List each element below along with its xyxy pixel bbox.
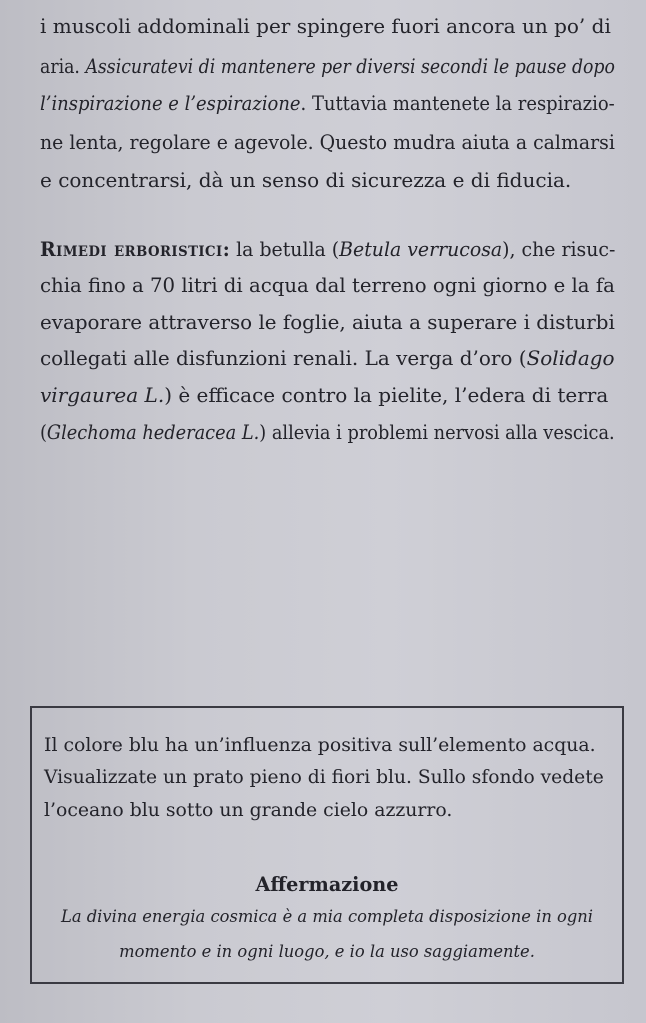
text-line — [40, 130, 615, 154]
text-line — [40, 168, 615, 192]
text-line — [40, 273, 615, 297]
text-line — [40, 237, 616, 261]
text-span: e concentrarsi, dà un senso di sicurezza e di fiducia. — [40, 168, 572, 192]
text-line — [40, 383, 615, 407]
text-span: evaporare attraverso le foglie, aiuta a superare i disturbi — [40, 310, 615, 334]
text-line — [40, 310, 615, 334]
text-line — [40, 91, 615, 115]
text-line — [40, 346, 614, 370]
text-span: la betulla ( — [230, 237, 340, 261]
text-span: . Tuttavia mantenete la respirazio- — [300, 91, 615, 115]
box-line: Il colore blu ha un’influenza positiva sull’elemento acqua. — [44, 734, 596, 756]
text-line — [40, 14, 615, 38]
box-line: Visualizzate un prato pieno di fiori blu. Sullo sfondo vedete — [44, 766, 604, 788]
affirmation-title: Affermazione — [255, 872, 399, 896]
text-span: collegati alle disfunzioni renali. La verga d’oro ( — [40, 346, 527, 370]
text-span: ne lenta, regolare e agevole. Questo mudra aiuta a calmarsi — [40, 130, 615, 154]
text-span: chia fino a 70 litri di acqua dal terreno ogni giorno e la fa — [40, 273, 615, 297]
italic-span: l’inspirazione e l’espirazione — [40, 91, 301, 115]
text-span: ) allevia i problemi nervosi alla vescica. — [259, 420, 615, 444]
italic-span: Assicuratevi di mantenere per diversi secondi le pause dopo — [85, 54, 615, 78]
italic-span: virgaurea L. — [40, 383, 165, 407]
affirmation-line: La divina energia cosmica è a mia completa disposizione in ogni — [60, 907, 594, 927]
text-span: ), che risuc- — [502, 237, 616, 261]
italic-span: Glechoma hederacea L. — [46, 420, 260, 444]
text-line — [40, 54, 615, 78]
italic-span: Solidago — [526, 346, 615, 370]
box-line: l’oceano blu sotto un grande cielo azzurro. — [44, 799, 453, 821]
affirmation-line: momento e in ogni luogo, e io la uso saggiamente. — [119, 942, 535, 962]
section-heading: Rimedi erboristici: — [40, 237, 231, 261]
italic-span: Betula verrucosa — [339, 237, 503, 261]
text-span: aria. — [40, 54, 86, 78]
text-span: ) è efficace contro la pielite, l’edera di terra — [164, 383, 609, 407]
text-span: ( — [40, 420, 47, 444]
text-span: i muscoli addominali per spingere fuori ancora un po’ di — [40, 14, 611, 38]
text-line — [40, 420, 615, 444]
